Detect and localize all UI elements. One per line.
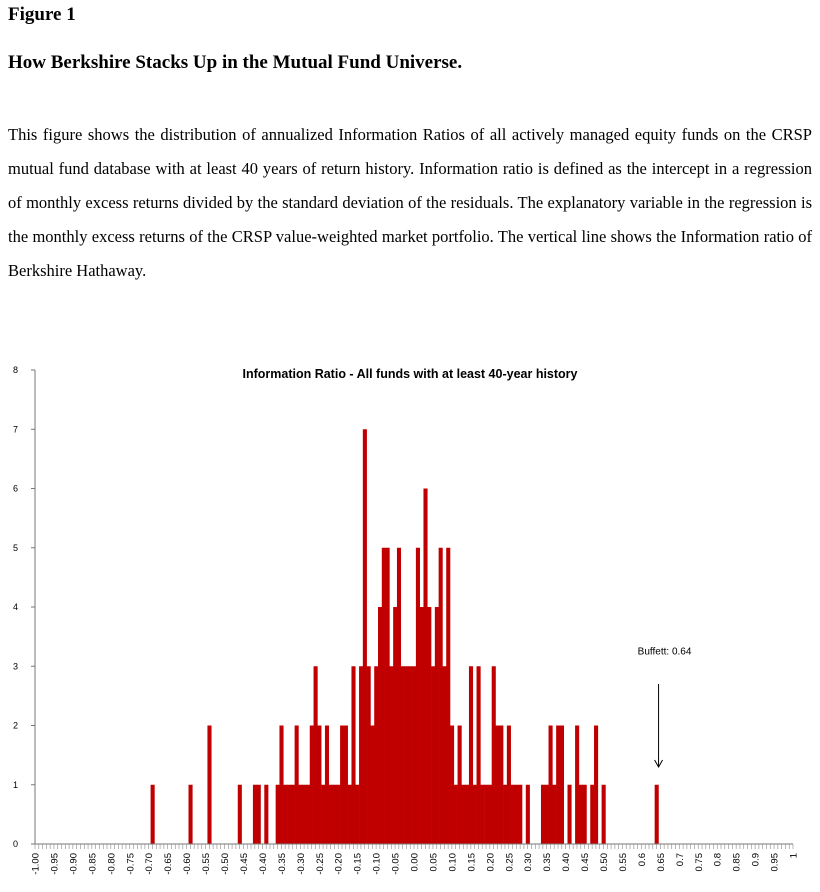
x-tick-label: -0.65 [163, 853, 175, 875]
x-tick-label: -0.30 [295, 853, 307, 875]
x-tick-label: 0.45 [580, 853, 592, 872]
histogram-bar [655, 785, 659, 844]
x-tick-label: 0.65 [655, 853, 667, 872]
histogram-bar [473, 785, 477, 844]
histogram-bar [257, 785, 261, 844]
histogram-bar [314, 666, 318, 844]
histogram-bar [378, 607, 382, 844]
y-tick-label: 7 [12, 424, 18, 435]
histogram-bar [336, 785, 340, 844]
x-tick-label: -0.20 [333, 853, 345, 875]
x-tick-label: 0.7 [674, 853, 686, 867]
histogram-bar [602, 785, 606, 844]
histogram-bar [461, 785, 465, 844]
x-tick-label: 0.40 [561, 853, 573, 872]
x-tick-label: -0.50 [220, 853, 231, 875]
histogram-bar [370, 726, 374, 845]
histogram-bar [321, 785, 325, 844]
histogram-bar [439, 548, 443, 844]
histogram-bar [503, 785, 507, 844]
histogram-bar [344, 726, 348, 845]
y-tick-label: 5 [12, 542, 18, 553]
histogram-bar [583, 785, 587, 844]
x-tick-label: -1.00 [30, 853, 42, 875]
x-tick-label: 0.85 [731, 853, 743, 872]
histogram-bar [416, 548, 420, 844]
histogram-bar [310, 726, 314, 845]
histogram-bar [279, 726, 283, 845]
x-tick-label: -0.25 [314, 853, 326, 875]
histogram-bar [397, 548, 401, 844]
histogram-bar [207, 726, 211, 845]
histogram-bar [325, 726, 329, 845]
histogram-bar [545, 785, 549, 844]
histogram-bar [442, 666, 446, 844]
x-tick-label: 0.50 [599, 853, 610, 872]
histogram-bar [431, 666, 435, 844]
histogram-bar [382, 548, 386, 844]
histogram-bar [556, 726, 560, 845]
histogram-bar [484, 785, 488, 844]
histogram-bar [420, 607, 424, 844]
histogram-bar [454, 785, 458, 844]
buffett-annotation-label: Buffett: 0.64 [637, 646, 692, 658]
x-tick-label: 0.8 [712, 853, 724, 867]
histogram-bar [469, 666, 473, 844]
y-tick-label: 0 [12, 839, 18, 849]
histogram-bar [287, 785, 291, 844]
histogram-bar [189, 785, 193, 844]
histogram-bar [405, 666, 409, 844]
histogram-bar [408, 666, 412, 844]
figure-caption: This figure shows the distribution of annualized Information Ratios of all actively managed equity funds on the CRSP mutual fund database with at least 40 years of return history. Information ratio is defined as the intercept in a regression of monthly excess returns divided by the standard deviation of the residuals. The explanatory variable in the regression is the monthly excess returns of the CRSP value-weighted market portfolio. The vertical line shows the Information ratio of Berkshire Hathaway. [8, 125, 812, 280]
histogram-bar [317, 726, 321, 845]
x-tick-label: -0.10 [371, 853, 383, 875]
histogram-bar [333, 785, 337, 844]
x-tick-label: 0.9 [750, 853, 762, 867]
histogram-bar [488, 785, 492, 844]
histogram-bar [492, 666, 496, 844]
histogram-bar [253, 785, 257, 844]
histogram-bar [151, 785, 155, 844]
y-tick-label: 2 [12, 720, 18, 731]
histogram-bar [423, 489, 427, 845]
x-tick-label: -0.55 [201, 853, 213, 875]
x-tick-label: 0.75 [693, 853, 705, 872]
histogram-bar [238, 785, 242, 844]
x-tick-label: 0.20 [485, 853, 497, 872]
histogram-bar [276, 785, 280, 844]
histogram-bar [283, 785, 287, 844]
x-tick-label: -0.70 [144, 853, 156, 875]
histogram-bar [401, 666, 405, 844]
x-tick-label: 0.25 [504, 853, 516, 872]
histogram-bar [340, 726, 344, 845]
histogram-bar [348, 785, 352, 844]
histogram-bar [575, 726, 579, 845]
histogram-bar [355, 785, 359, 844]
chart-title: Information Ratio - All funds with at least 40-year history [242, 367, 578, 381]
histogram-bar [549, 726, 553, 845]
histogram-bar [450, 726, 454, 845]
histogram-bar [363, 429, 367, 844]
histogram-bar [291, 785, 295, 844]
histogram-bar [514, 785, 518, 844]
histogram-bar [465, 785, 469, 844]
x-tick-label: 0.15 [466, 853, 478, 872]
histogram-bar [386, 548, 390, 844]
x-tick-label: -0.85 [87, 853, 99, 875]
x-tick-label: -0.40 [257, 853, 269, 875]
histogram-bar [264, 785, 268, 844]
x-tick-label: -0.80 [106, 853, 118, 875]
x-tick-label: -0.90 [68, 853, 80, 875]
histogram-bar [552, 785, 556, 844]
x-tick-label: -0.15 [352, 853, 364, 875]
x-tick-label: 0.6 [636, 853, 648, 867]
histogram-bar [594, 726, 598, 845]
histogram-bar [560, 726, 564, 845]
x-tick-label: -0.75 [125, 853, 137, 875]
histogram-bar [435, 607, 439, 844]
histogram-bar [298, 785, 302, 844]
histogram-bar [507, 726, 511, 845]
x-tick-label: 0.10 [447, 853, 459, 872]
histogram-bar [359, 666, 363, 844]
histogram-bar [458, 726, 462, 845]
histogram-bar [306, 785, 310, 844]
x-tick-label: -0.60 [182, 853, 194, 875]
histogram-bar [302, 785, 306, 844]
histogram-bar [495, 726, 499, 845]
x-tick-label: -0.95 [49, 853, 61, 875]
histogram-bar [499, 726, 503, 845]
histogram-bar [389, 666, 393, 844]
histogram-bar [568, 785, 572, 844]
y-tick-label: 6 [12, 483, 18, 494]
y-tick-label: 8 [12, 365, 18, 375]
histogram-bar [374, 666, 378, 844]
histogram-bar [518, 785, 522, 844]
x-tick-label: 0.05 [428, 853, 440, 872]
y-tick-label: 3 [12, 661, 18, 672]
x-tick-label: -0.35 [276, 853, 288, 875]
histogram-bar [427, 607, 431, 844]
histogram-bar [511, 785, 515, 844]
histogram-bar [393, 607, 397, 844]
x-tick-label: -0.45 [238, 853, 250, 875]
histogram-chart [0, 355, 820, 892]
histogram-bar [590, 785, 594, 844]
histogram-bar [526, 785, 530, 844]
histogram-bar [329, 785, 333, 844]
histogram-bar [480, 785, 484, 844]
histogram-bar [446, 548, 450, 844]
y-tick-label: 1 [12, 779, 18, 790]
y-tick-label: 4 [12, 602, 18, 612]
x-tick-label: 0.00 [409, 853, 421, 872]
x-tick-label: 0.35 [542, 853, 554, 872]
histogram-bar [579, 785, 583, 844]
histogram-bar [412, 666, 416, 844]
x-tick-label: 0.30 [523, 853, 535, 872]
x-tick-label: 0.55 [617, 853, 629, 872]
histogram-bar [367, 666, 371, 844]
histogram-bar [351, 666, 355, 844]
histogram-bar [477, 666, 481, 844]
x-tick-label: -0.05 [390, 853, 402, 875]
figure-title: How Berkshire Stacks Up in the Mutual Fund Universe. [8, 52, 463, 73]
figure-label: Figure 1 [8, 4, 76, 25]
x-tick-label: 1 [788, 853, 800, 859]
x-tick-label: 0.95 [769, 853, 781, 872]
histogram-bar [541, 785, 545, 844]
histogram-bar [295, 726, 299, 845]
